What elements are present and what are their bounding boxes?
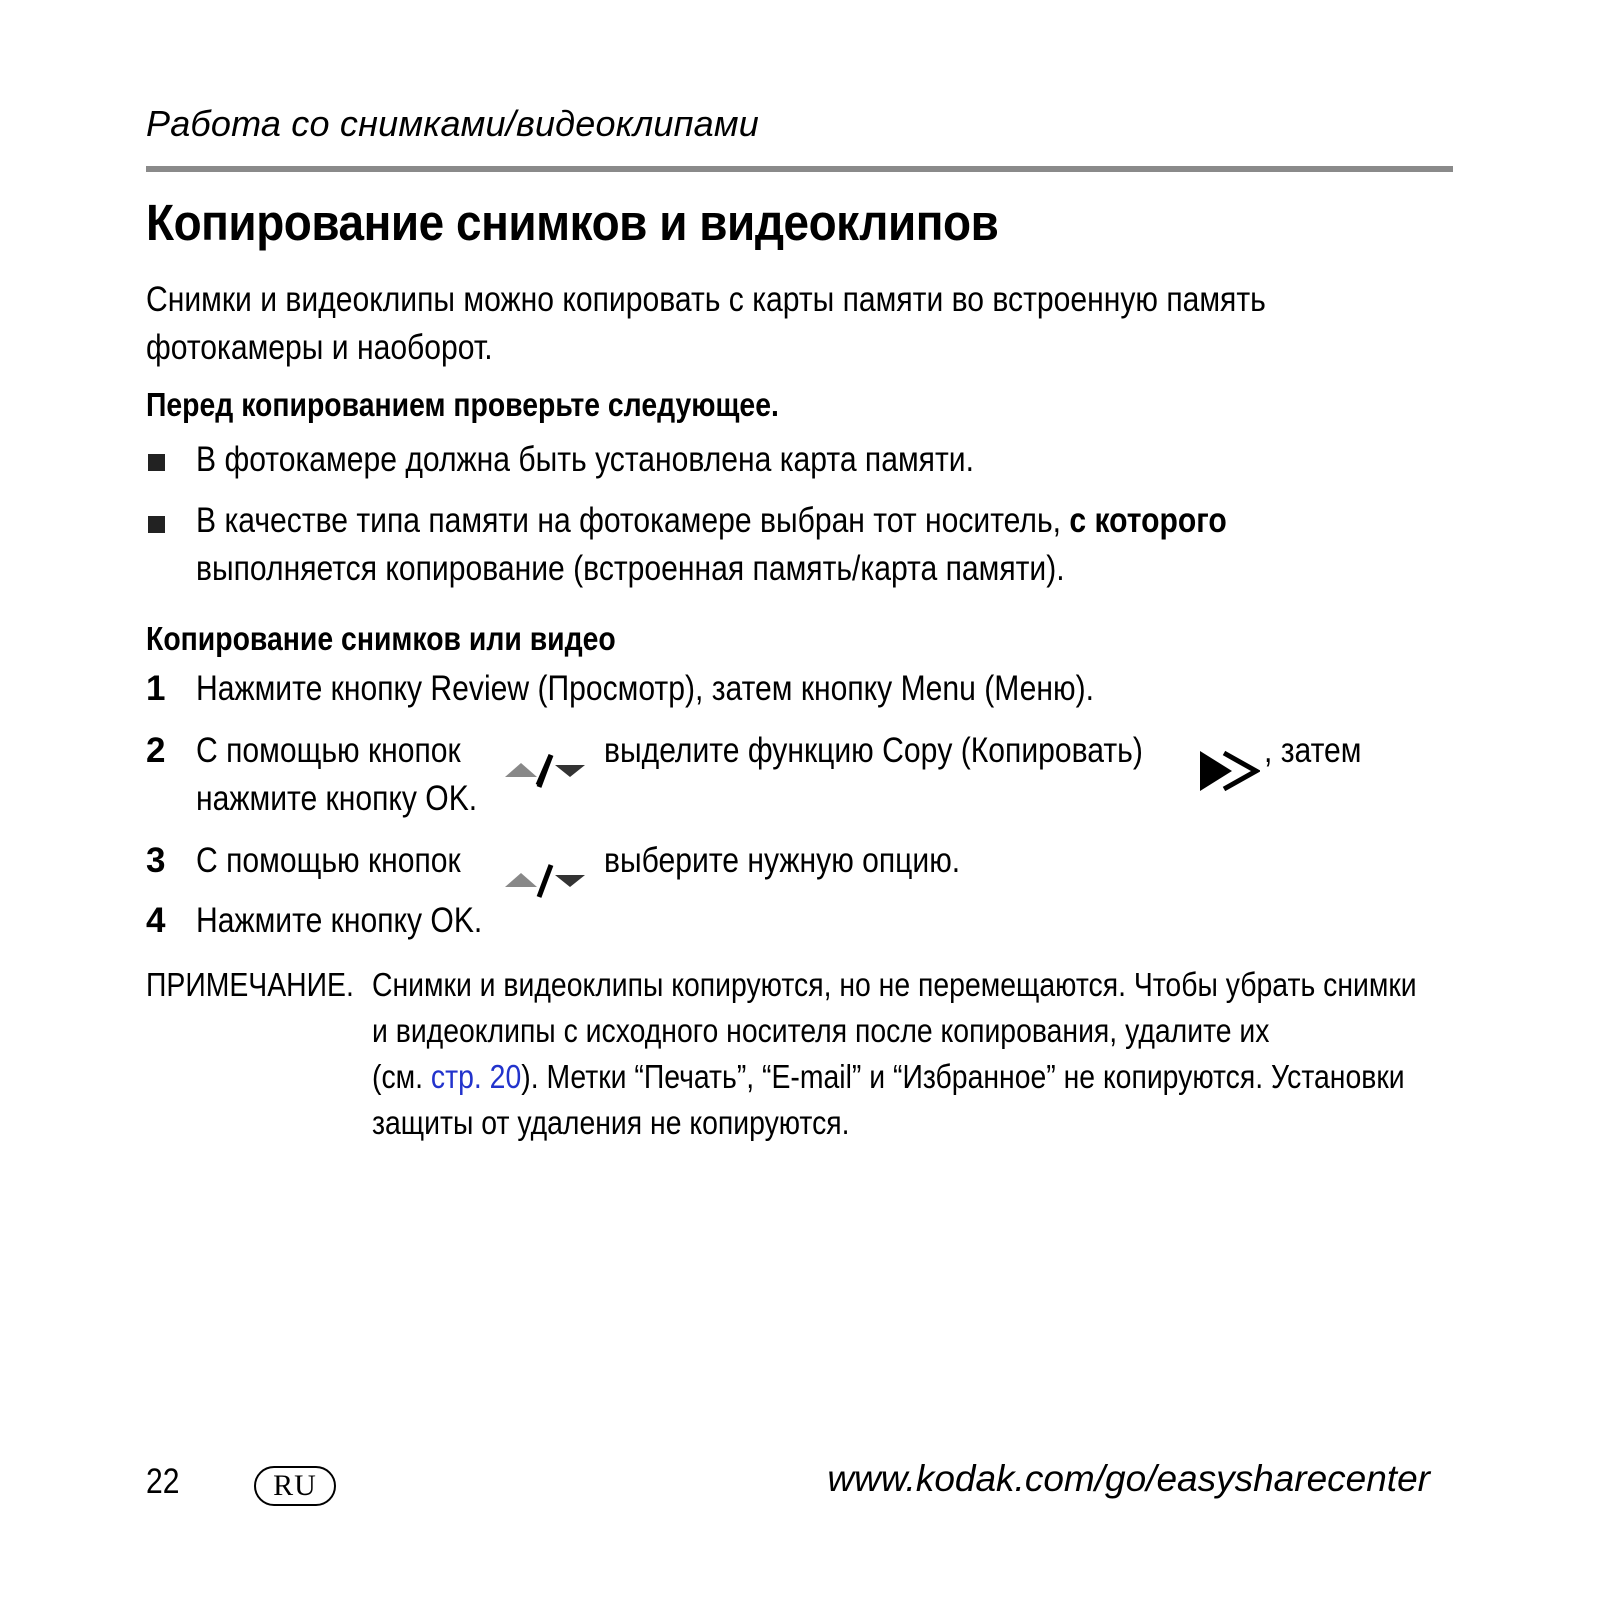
step-3-action-text: выберите нужную опцию. bbox=[604, 841, 961, 880]
step-2-tail bbox=[1264, 727, 1377, 775]
step-2-line-2 bbox=[196, 775, 523, 823]
checklist-heading: Перед копированием проверьте следующее. bbox=[146, 386, 779, 423]
step-4-text bbox=[196, 897, 529, 945]
note-line-2: и видеоклипы с исходного носителя после копирования, удалите их bbox=[372, 1012, 1270, 1049]
checklist-item-2-text: В качестве типа памяти на фотокамере выбран тот носитель, bbox=[196, 501, 1070, 540]
bullet-square-icon bbox=[148, 454, 165, 471]
checklist-item-2-line-2: выполняется копирование (встроенная память/карта памяти). bbox=[196, 549, 1065, 588]
step-number: 3 bbox=[146, 841, 166, 880]
step-3-lead: С помощью кнопок bbox=[196, 841, 461, 880]
step-2-tail-text: , затем bbox=[1264, 731, 1362, 770]
note-line-3-start: (см. bbox=[372, 1058, 431, 1095]
note-body bbox=[372, 962, 1587, 1146]
note-line-3-end: ). Метки “Печать”, “E-mail” и “Избранное” не копируются. Установки bbox=[521, 1058, 1405, 1095]
page-number: 22 bbox=[146, 1462, 180, 1501]
checklist-item-1-text: В фотокамере должна быть установлена карта памяти. bbox=[196, 440, 974, 479]
step-number: 4 bbox=[146, 901, 166, 940]
page-reference-link[interactable]: стр. 20 bbox=[430, 1058, 522, 1095]
procedure-heading: Копирование снимков или видео bbox=[146, 620, 616, 657]
checklist-item-2-emphasis: с которого bbox=[1069, 501, 1227, 540]
page-title: Копирование снимков и видеоклипов bbox=[146, 194, 999, 251]
note-label: ПРИМЕЧАНИЕ. bbox=[146, 966, 354, 1003]
footer-url-link[interactable]: www.kodak.com/go/easysharecenter bbox=[827, 1458, 1430, 1499]
step-1-line: Нажмите кнопку Review (Просмотр), затем кнопку Menu (Меню). bbox=[196, 669, 1095, 708]
intro-paragraph bbox=[146, 276, 1448, 372]
note-line-1: Снимки и видеоклипы копируются, но не перемещаются. Чтобы убрать снимки bbox=[372, 966, 1417, 1003]
intro-line-2: фотокамеры и наоборот. bbox=[146, 328, 493, 367]
bullet-square-icon bbox=[148, 516, 165, 533]
checklist-item-1 bbox=[196, 436, 1101, 484]
header-rule bbox=[146, 166, 1453, 172]
step-3-action bbox=[604, 837, 1018, 885]
step-number: 1 bbox=[146, 669, 166, 708]
note-line-3 bbox=[372, 1054, 1417, 1100]
step-4-line: Нажмите кнопку OK. bbox=[196, 901, 483, 940]
language-badge: RU bbox=[254, 1466, 336, 1506]
intro-line-1: Снимки и видеоклипы можно копировать с карты памяти во встроенную память bbox=[146, 280, 1266, 319]
step-number: 2 bbox=[146, 731, 166, 770]
step-2-lead: С помощью кнопок bbox=[196, 731, 461, 770]
running-header: Работа со снимками/видеоклипами bbox=[146, 103, 759, 144]
step-1-text bbox=[196, 665, 1240, 713]
note-line-4: защиты от удаления не копируются. bbox=[372, 1104, 850, 1141]
step-2-line-2-text: нажмите кнопку OK. bbox=[196, 779, 478, 818]
step-2-action-text: выделите функцию Copy (Копировать) bbox=[604, 731, 1143, 770]
step-2-action bbox=[604, 727, 1231, 775]
step-2-text bbox=[196, 727, 504, 775]
copy-function-icon bbox=[1198, 749, 1260, 793]
checklist-item-2 bbox=[196, 497, 1395, 593]
step-3-text bbox=[196, 837, 504, 885]
checklist-item-2-line-1 bbox=[196, 497, 1227, 545]
